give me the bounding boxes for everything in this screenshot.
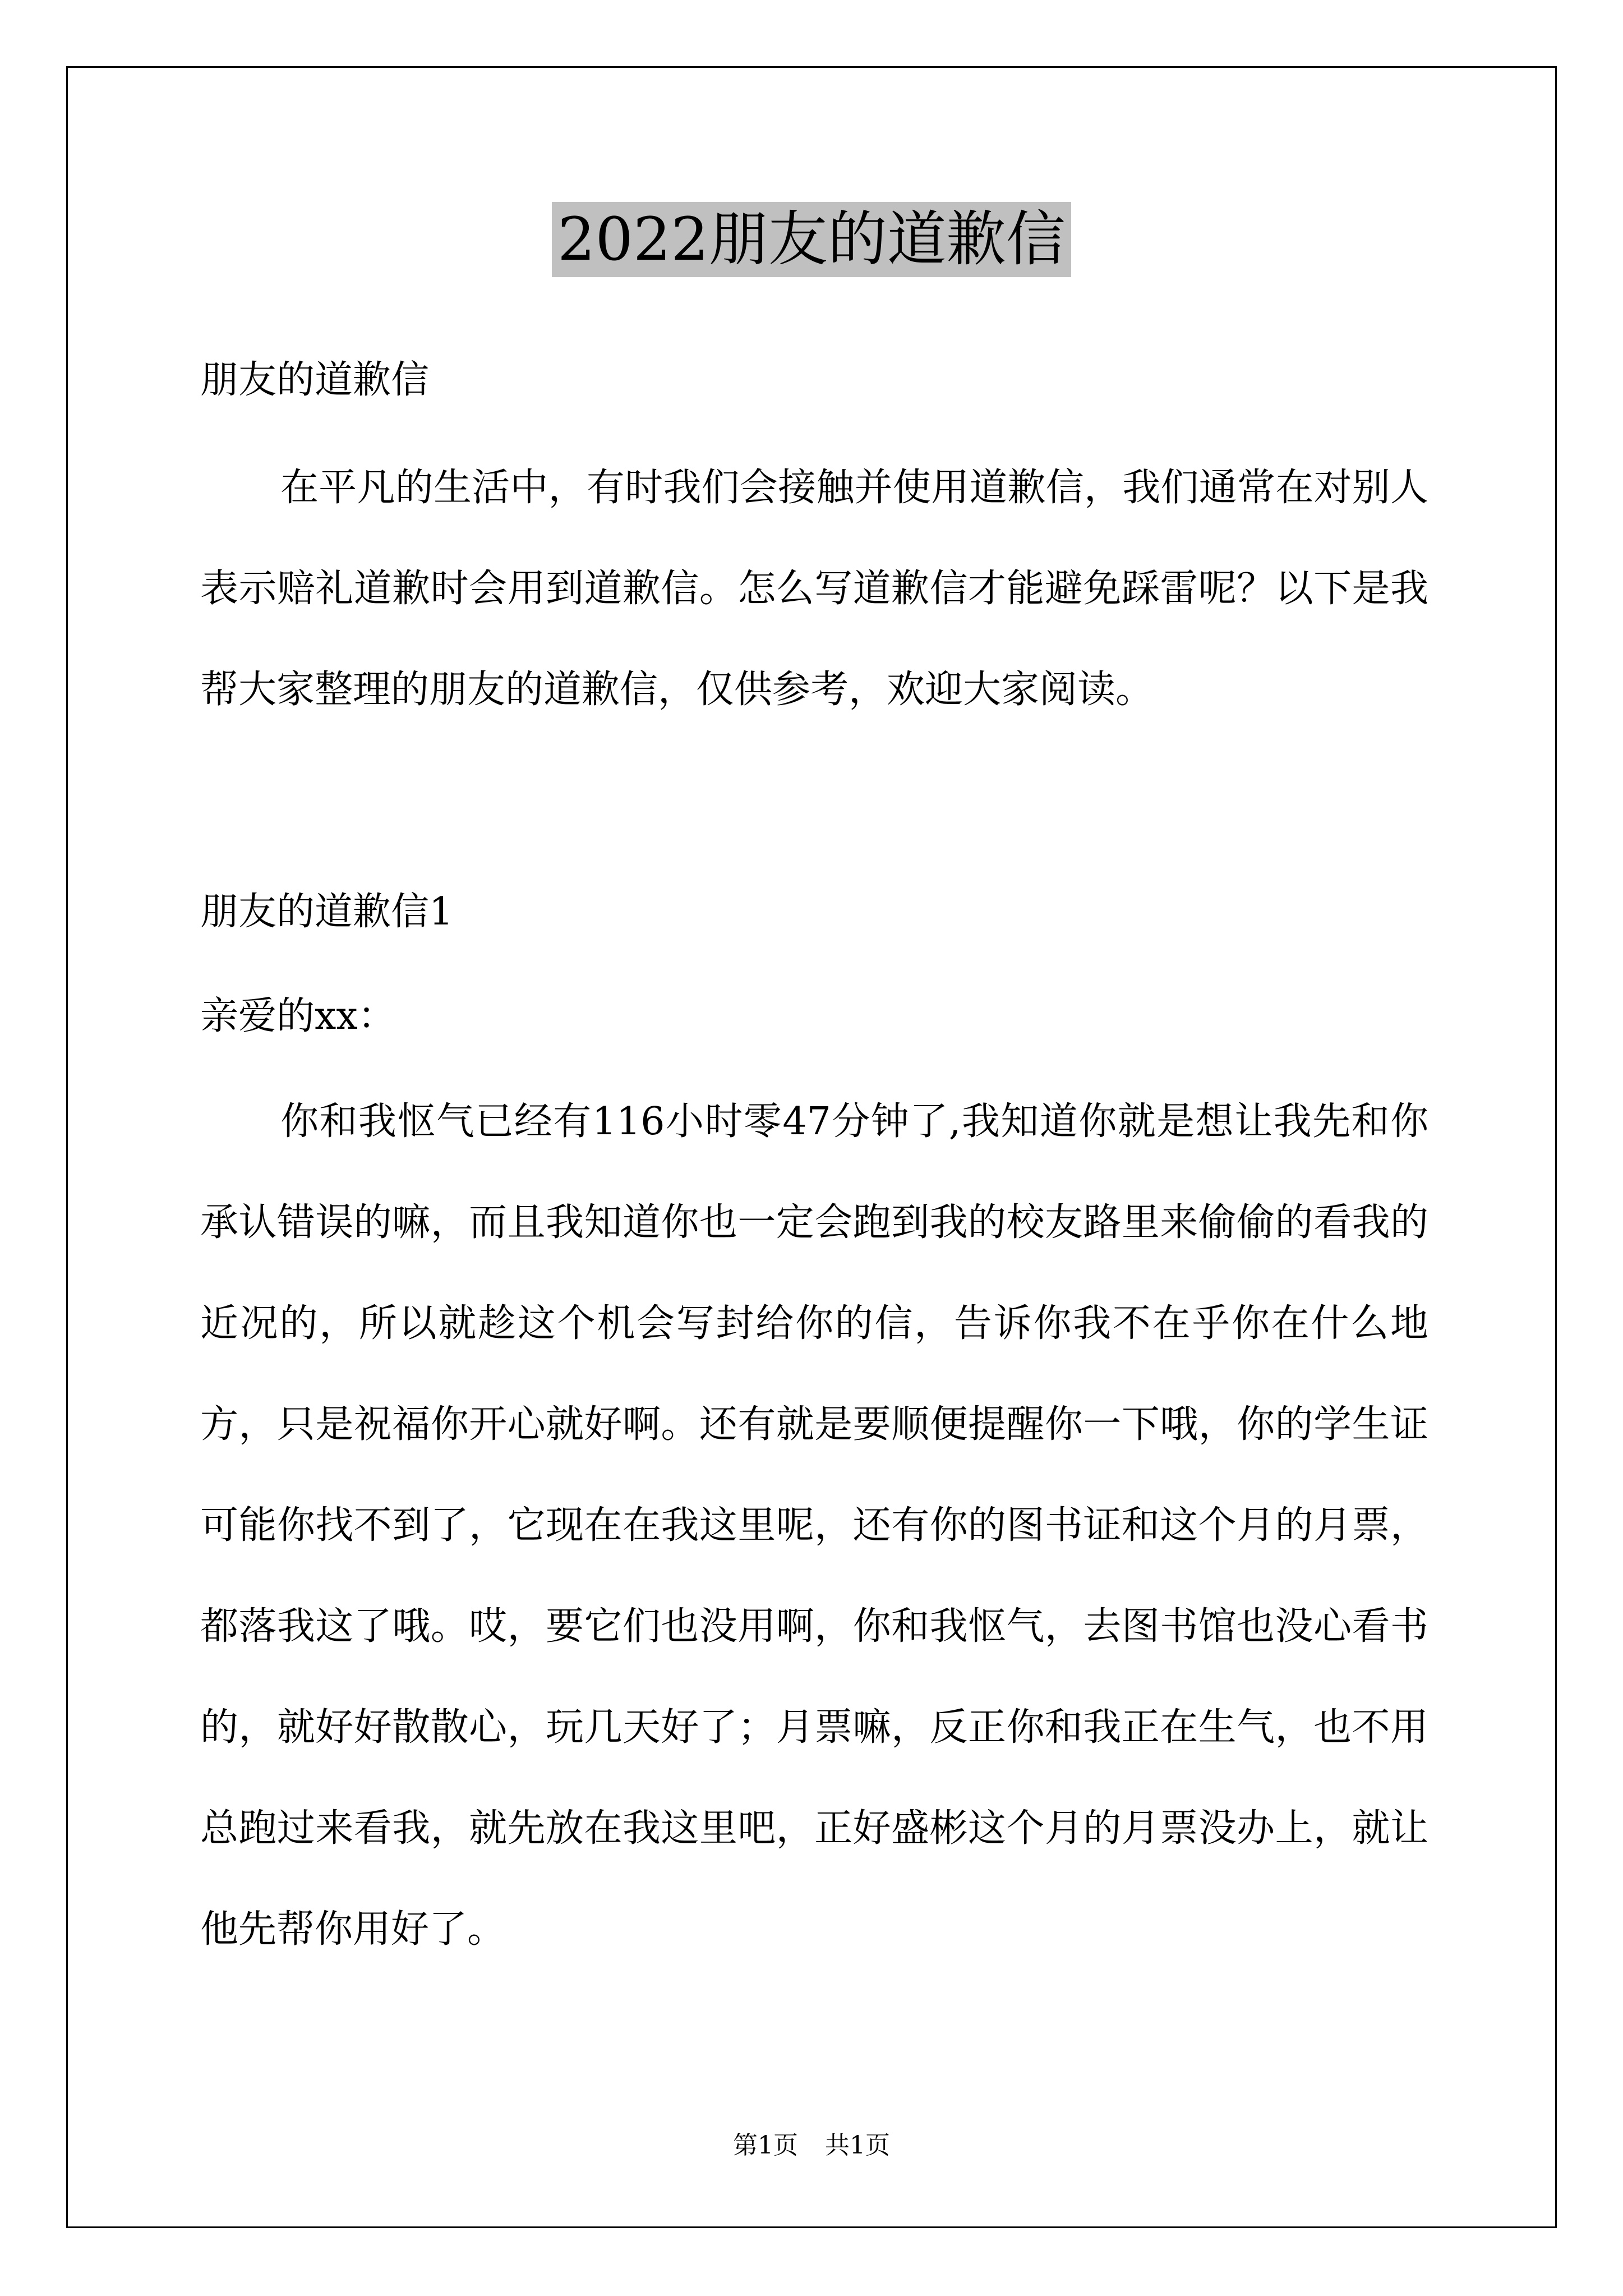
intro-paragraph: 在平凡的生活中，有时我们会接触并使用道歉信，我们通常在对别人表示赔礼道歉时会用到道歉信。怎么写道歉信才能避免踩雷呢？以下是我帮大家整理的朋友的道歉信，仅供参考，欢迎大家阅读。: [200, 466, 1428, 712]
title-container: [0, 202, 1623, 277]
page-footer: [0, 2129, 1623, 2162]
document-title: 2022朋友的道歉信: [552, 202, 1071, 277]
page-total: 共1页: [825, 2131, 890, 2160]
page-number: 第1页: [733, 2131, 798, 2160]
salutation: 亲爱的xx：: [200, 994, 396, 1038]
subtitle: 朋友的道歉信: [200, 358, 430, 402]
section-heading: 朋友的道歉信1: [200, 890, 454, 934]
body-paragraph: 你和我怄气已经有116小时零47分钟了,我知道你就是想让我先和你承认错误的嘛，而且我知道你也一定会跑到我的校友路里来偷偷的看我的近况的，所以就趁这个机会写封给你的信，告诉你我不在乎你在什么地方，只是祝福你开心就好啊。还有就是要顺便提醒你一下哦，你的学生证可能你找不到了，它现在在我这里呢，还有你的图书证和这个月的月票，都落我这了哦。哎，要它们也没用啊，你和我怄气，去图书馆也没心看书的，就好好散散心，玩几天好了；月票嘛，反正你和我正在生气，也不用总跑过来看我，就先放在我这里吧，正好盛彬这个月的月票没办上，就让他先帮你用好了。: [200, 1099, 1428, 1952]
